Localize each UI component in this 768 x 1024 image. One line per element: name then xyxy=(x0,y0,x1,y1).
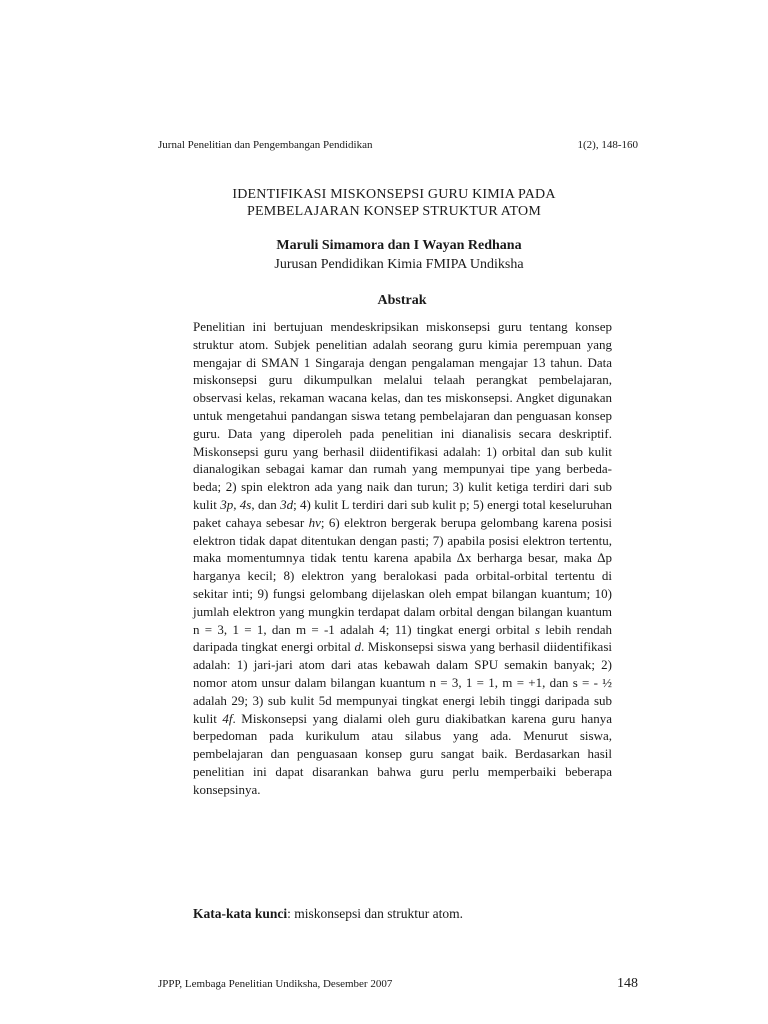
abstract-italic-4s: 4s xyxy=(239,496,252,512)
abstract-heading: Abstrak xyxy=(377,293,427,308)
abstract-italic-s: s xyxy=(534,621,541,637)
abstract-text-1: Penelitian ini bertujuan mendeskripsikan miskonsepsi guru tentang konsep struktur atom. Subjek penelitian adalah seorang guru kimia perempuan yang mengajar di SMAN 1 Singaraja dengan pengalaman mengajar 13 tahun. Data miskonsepsi guru dikumpulkan melalui telaah perangkat pembelajaran, observasi kelas, rekaman wacana kelas, dan tes miskonsepsi. Angket digunakan untuk mengetahui pandangan siswa tetang pembelajaran dan penguasan konsep guru. Data yang diperoleh pada penelitian ini dianalisis secara deskriptif. Miskonsepsi guru yang berhasil diidentifikasi adalah: 1) orbital dan sub kulit dianalogikan sebagai kamar dan rumah yang mempunyai tipe yang berbeda-beda; 2) spin elektron ada yang naik dan turun; 3) kulit ketiga terdiri dari sub kulit xyxy=(193,319,612,512)
abstract-italic-4f: 4f xyxy=(222,710,233,726)
footer-publisher: JPPP, Lembaga Penelitian Undiksha, Desember 2007 xyxy=(158,978,393,990)
abstract-text-5: . Miskonsepsi siswa yang berhasil diidentifikasi adalah: 1) jari-jari atom dari atas kebawah dalam SPU semakin banyak; 2) nomor atom unsur dalam bilangan kuantum n = 3, 1 = 1, m = +1, dan s = - ½ adalah 29; 3) sub kulit 5d mempunyai tingkat energi lebih tinggi daripada sub kulit xyxy=(193,639,612,726)
abstract-italic-3d: 3d xyxy=(280,496,294,512)
authors: Maruli Simamora dan I Wayan Redhana xyxy=(276,238,522,253)
abstract-text-2: ; 4) kulit L terdiri dari sub kulit p; 5) energi total keseluruhan paket cahaya sebesar xyxy=(193,496,612,530)
running-header-journal: Jurnal Penelitian dan Pengembangan Pendidikan xyxy=(158,139,373,151)
abstract-text-6: . Miskonsepsi yang dialami oleh guru diakibatkan karena guru hanya berpedoman pada kurikulum atau silabus yang ada. Menurut siswa, pembelajaran dan penguasaan konsep guru sangat baik. Berdasarkan hasil penelitian ini dapat disarankan bahwa guru perlu memperbaiki beberapa konsepsinya. xyxy=(193,710,612,797)
abstract-sep-1: , xyxy=(233,496,240,512)
affiliation: Jurusan Pendidikan Kimia FMIPA Undiksha xyxy=(274,257,524,272)
abstract-text-3: ; 6) elektron bergerak berupa gelombang karena posisi elektron tidak dapat ditentukan dengan pasti; 7) apabila posisi elektron tertentu, maka momentumnya tidak tentu karena apabila ∆x berharga besar, maka ∆p harganya kecil; 8) elektron yang beralokasi pada orbital-orbital tertentu di sekitar inti; 9) fungsi gelombang dijelaskan oleh empat bilangan kuantum; 10) jumlah elektron yang mungkin terdapat dalam orbital dengan bilangan kuantum n = 3, 1 = 1, dan m = -1 adalah 4; 11) tingkat energi orbital xyxy=(193,514,612,637)
keywords xyxy=(193,906,463,922)
abstract-italic-hv: hv xyxy=(308,514,321,530)
page-number: 148 xyxy=(617,976,638,991)
abstract-body xyxy=(193,318,612,799)
title-line-1: IDENTIFIKASI MISKONSEPSI GURU KIMIA PADA xyxy=(232,187,556,202)
keywords-text: : miskonsepsi dan struktur atom. xyxy=(287,906,464,921)
keywords-label: Kata-kata kunci xyxy=(193,906,288,921)
title-line-2: PEMBELAJARAN KONSEP STRUKTUR ATOM xyxy=(246,204,542,219)
paper-title xyxy=(0,186,768,220)
abstract-italic-3p: 3p xyxy=(220,496,234,512)
running-header-volume: 1(2), 148-160 xyxy=(577,139,638,151)
abstract-text-4: lebih rendah daripada tingkat energi orbital xyxy=(193,621,612,655)
abstract-italic-d: d xyxy=(354,639,362,655)
abstract-sep-2: , dan xyxy=(251,496,281,512)
